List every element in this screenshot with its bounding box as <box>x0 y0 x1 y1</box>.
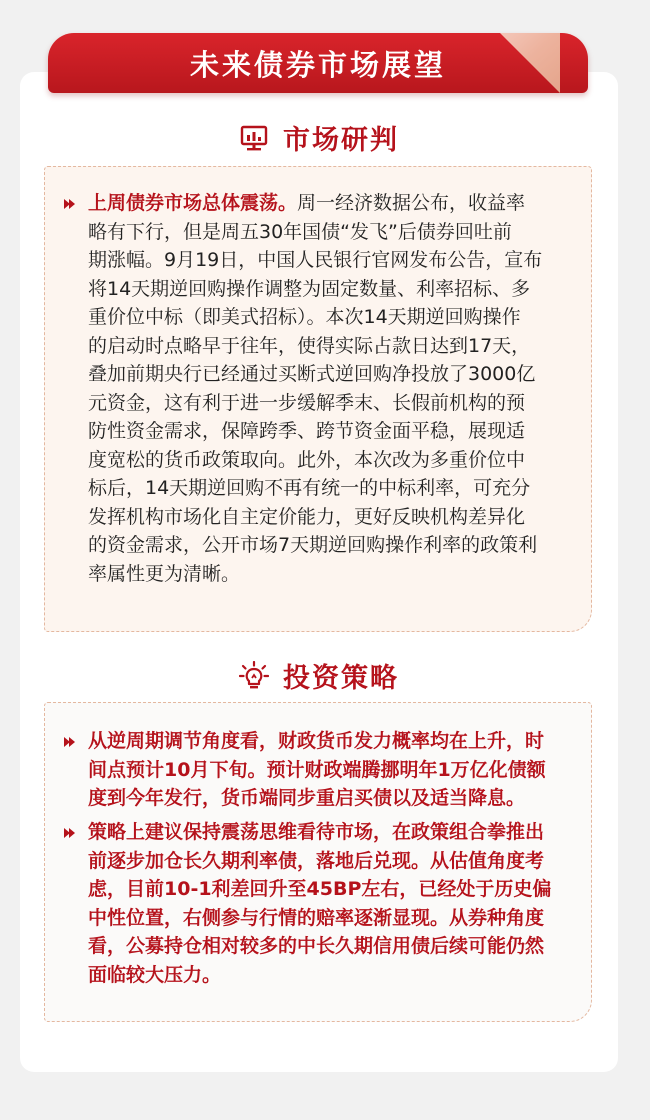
research-lead: 上周债券市场总体震荡。 <box>88 192 298 214</box>
title-banner <box>48 33 588 93</box>
research-line: 周一经济数据公布，收益率 <box>297 192 526 214</box>
strategy-line: 看，公募持仓相对较多的中长久期信用债后续可能仍然 <box>88 935 545 957</box>
strategy-line: 中性位置，右侧参与行情的赔率逐渐显现。从券种角度 <box>88 906 545 929</box>
research-line: 期涨幅。9月19日，中国人民银行官网发布公告，宣布 <box>88 249 543 271</box>
bullet-arrow-icon <box>63 826 77 840</box>
research-line: 重价位中标（即美式招标）。本次14天期逆回购操作 <box>88 306 521 328</box>
monitor-chart-icon <box>239 123 269 153</box>
research-line: 叠加前期央行已经通过买断式逆回购净投放了3000亿 <box>88 363 536 385</box>
page-title: 未来债券市场展望 <box>189 48 446 82</box>
section-title-research: 市场研判 <box>283 125 399 156</box>
strategy-line: 前逐步加仓长久期利率债，落地后兑现。从估值角度考 <box>88 849 545 872</box>
research-paragraph <box>88 189 581 588</box>
research-line: 将14天期逆回购操作调整为固定数量、利率招标、多 <box>88 277 531 300</box>
research-panel <box>44 166 592 632</box>
strategy-line: 虑，目前10-1利差回升至45BP左右，已经处于历史偏 <box>88 878 552 900</box>
research-line: 率属性更为清晰。 <box>88 562 241 585</box>
section-heading-research <box>20 118 618 157</box>
strategy-line: 度到今年发行，货币端同步重启买债以及适当降息。 <box>88 787 526 809</box>
research-line: 度宽松的货币政策取向。此外，本次改为多重价位中 <box>88 448 526 471</box>
strategy-line: 从逆周期调节角度看，财政货币发力概率均在上升，时 <box>88 730 545 752</box>
section-heading-strategy <box>20 656 618 695</box>
strategy-panel <box>44 702 592 1022</box>
strategy-paragraph-1 <box>88 727 581 813</box>
research-line: 发挥机构市场化自主定价能力，更好反映机构差异化 <box>88 505 526 528</box>
strategy-line: 间点预计10月下旬。预计财政端腾挪明年1万亿化债额 <box>88 758 546 781</box>
research-line: 略有下行，但是周五30年国债“发飞”后债券回吐前 <box>88 220 512 243</box>
bullet-arrow-icon <box>63 735 77 749</box>
research-line: 防性资金需求，保障跨季、跨节资金面平稳，展现适 <box>88 420 526 442</box>
bullet-arrow-icon <box>63 197 77 211</box>
research-line: 元资金，这有利于进一步缓解季末、长假前机构的预 <box>88 391 526 414</box>
research-line: 的资金需求，公开市场7天期逆回购操作利率的政策利 <box>88 534 538 556</box>
strategy-paragraph-2 <box>88 818 581 989</box>
lightbulb-icon <box>239 661 269 691</box>
section-title-strategy: 投资策略 <box>283 663 399 694</box>
strategy-line: 面临较大压力。 <box>88 963 222 986</box>
research-line: 的启动时点略早于往年，使得实际占款日达到17天， <box>88 334 531 357</box>
strategy-line: 策略上建议保持震荡思维看待市场，在政策组合拳推出 <box>88 821 545 843</box>
research-line: 标后，14天期逆回购不再有统一的中标利率，可充分 <box>88 477 531 499</box>
